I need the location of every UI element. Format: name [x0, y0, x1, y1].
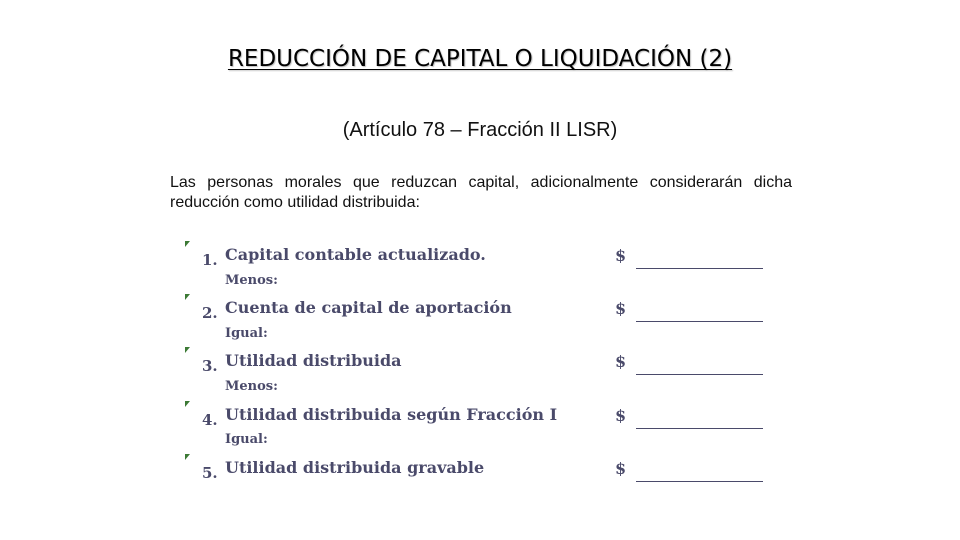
step-number: 4. — [202, 411, 218, 429]
page-title — [0, 46, 960, 72]
amount-blank-line — [636, 428, 763, 429]
amount-blank-line — [636, 321, 763, 322]
step-number: 3. — [202, 357, 218, 375]
operator-label: Igual: — [225, 326, 268, 341]
currency-symbol: $ — [615, 352, 627, 371]
step-5 — [185, 455, 785, 485]
bullet-marker-icon — [185, 401, 190, 407]
currency-symbol: $ — [615, 459, 627, 478]
bullet-marker-icon — [185, 454, 190, 460]
step-label: Capital contable actualizado. — [225, 245, 486, 264]
currency-symbol: $ — [615, 246, 627, 265]
step-label: Utilidad distribuida gravable — [225, 458, 485, 477]
amount-blank-line — [636, 374, 763, 375]
amount-blank-line — [636, 268, 763, 269]
operator-label: Menos: — [225, 379, 278, 394]
bullet-marker-icon — [185, 294, 190, 300]
step-4 — [185, 402, 785, 432]
operator-label: Igual: — [225, 432, 268, 447]
step-number: 2. — [202, 304, 218, 322]
amount-blank-line — [636, 481, 763, 482]
calculation-steps — [185, 242, 785, 492]
bullet-marker-icon — [185, 241, 190, 247]
currency-symbol: $ — [615, 299, 627, 318]
currency-symbol: $ — [615, 406, 627, 425]
title-text: REDUCCIÓN DE CAPITAL O LIQUIDACIÓN (2) — [227, 46, 733, 72]
page-subtitle: (Artículo 78 – Fracción II LISR) — [342, 119, 618, 141]
step-label: Cuenta de capital de aportación — [225, 298, 512, 317]
step-1 — [185, 242, 785, 272]
step-label: Utilidad distribuida según Fracción I — [225, 405, 558, 424]
step-number: 5. — [202, 464, 218, 482]
step-label: Utilidad distribuida — [225, 351, 402, 370]
operator-label: Menos: — [225, 273, 278, 288]
intro-paragraph: Las personas morales que reduzcan capital, adicionalmente considerarán dicha reducción como utilidad distribuida: — [170, 174, 792, 211]
step-2 — [185, 295, 785, 325]
step-3 — [185, 348, 785, 378]
step-number: 1. — [202, 251, 218, 269]
bullet-marker-icon — [185, 347, 190, 353]
